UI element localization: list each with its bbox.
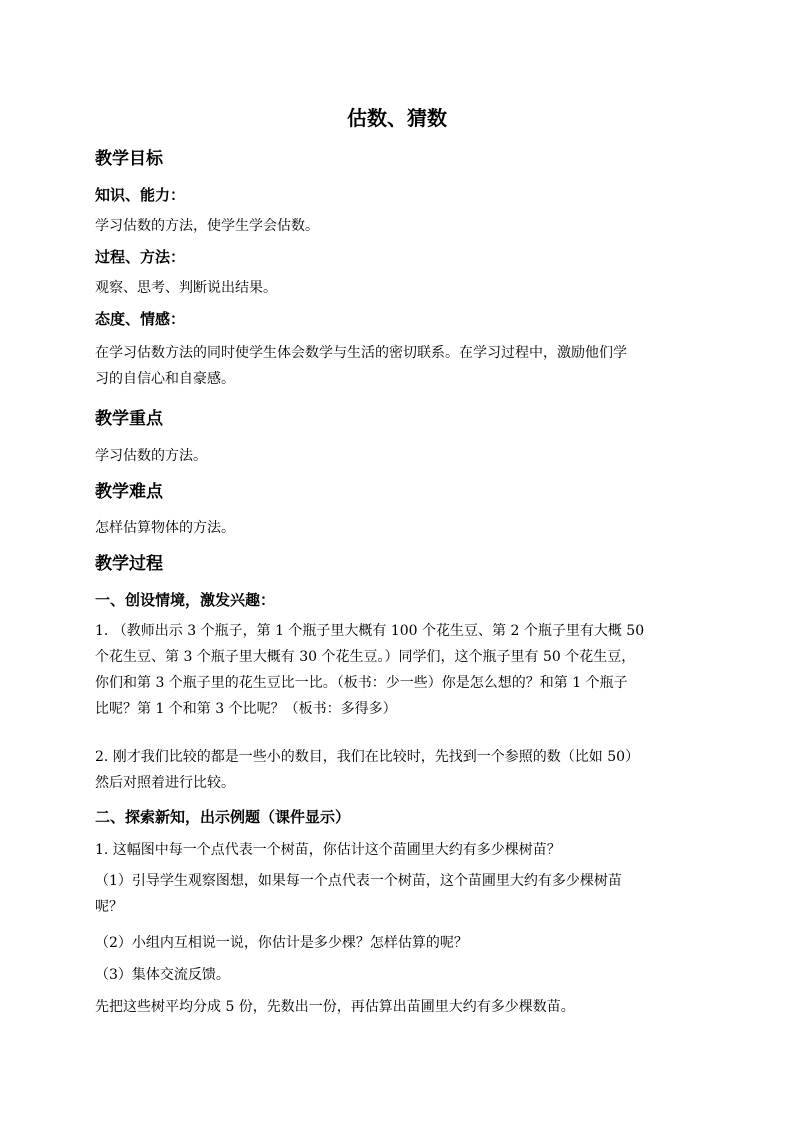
process-text: 观察、思考、判断说出结果。: [95, 280, 277, 296]
part1-heading: 一、创设情境，激发兴趣：: [95, 591, 276, 609]
attitude-paragraph: [95, 340, 707, 392]
key-heading: 教学重点: [95, 409, 163, 429]
part2-heading: 二、探索新知，出示例题（课件显示）: [95, 808, 351, 826]
part2-sub1-line: （1）引导学生观察图想，如果每一个点代表一个树苗，这个苗圃里大约有多少棵树苗: [95, 873, 622, 889]
part1-item1: [95, 618, 707, 722]
part2-sub2: （2）小组内互相说一说，你估计是多少棵？怎样估算的呢？: [95, 935, 468, 951]
part2-conclusion: 先把这些树平均分成 5 份，先数出一份，再估算出苗圃里大约有多少棵数苗。: [95, 999, 575, 1015]
part2-sub3: （3）集体交流反馈。: [95, 967, 230, 983]
process-heading: 过程、方法：: [95, 248, 186, 266]
part1-item1-line: 比呢？第 1 个和第 3 个比呢？（板书：多得多）: [95, 701, 397, 717]
part1-item1-line: 你们和第 3 个瓶子里的花生豆比一比。（板书：少一些）你是怎么想的？和第 1 个瓶子: [95, 675, 628, 691]
attitude-line: 习的自信心和自豪感。: [95, 371, 235, 387]
document-title: 估数、猜数: [347, 106, 447, 130]
difficulty-text: 怎样估算物体的方法。: [95, 520, 235, 536]
key-text: 学习估数的方法。: [95, 448, 207, 464]
procedure-heading: 教学过程: [95, 554, 163, 574]
knowledge-heading: 知识、能力：: [95, 186, 186, 204]
knowledge-text: 学习估数的方法，使学生学会估数。: [95, 218, 319, 234]
attitude-heading: 态度、情感：: [95, 310, 186, 328]
part1-item2-line: 然后对照着进行比较。: [95, 775, 235, 791]
part1-item2: [95, 744, 707, 796]
part1-item1-line: 1. （教师出示 3 个瓶子，第 1 个瓶子里大概有 100 个花生豆、第 2 个瓶子里有大概 50: [95, 623, 645, 639]
part1-item2-line: 2. 刚才我们比较的都是一些小的数目，我们在比较时，先找到一个参照的数（比如 50）: [95, 749, 640, 765]
part2-sub1-line: 呢？: [95, 899, 123, 915]
part2-sub1: [95, 868, 707, 920]
difficulty-heading: 教学难点: [95, 482, 163, 502]
part2-item1: 1. 这幅图中每一个点代表一个树苗，你估计这个苗圃里大约有多少棵树苗？: [95, 842, 561, 858]
part1-item1-line: 个花生豆、第 3 个瓶子里大概有 30 个花生豆。）同学们，这个瓶子里有 50 个花生豆，: [95, 649, 636, 665]
attitude-line: 在学习估数方法的同时使学生体会数学与生活的密切联系。在学习过程中，激励他们学: [95, 345, 627, 361]
objectives-heading: 教学目标: [95, 149, 163, 169]
